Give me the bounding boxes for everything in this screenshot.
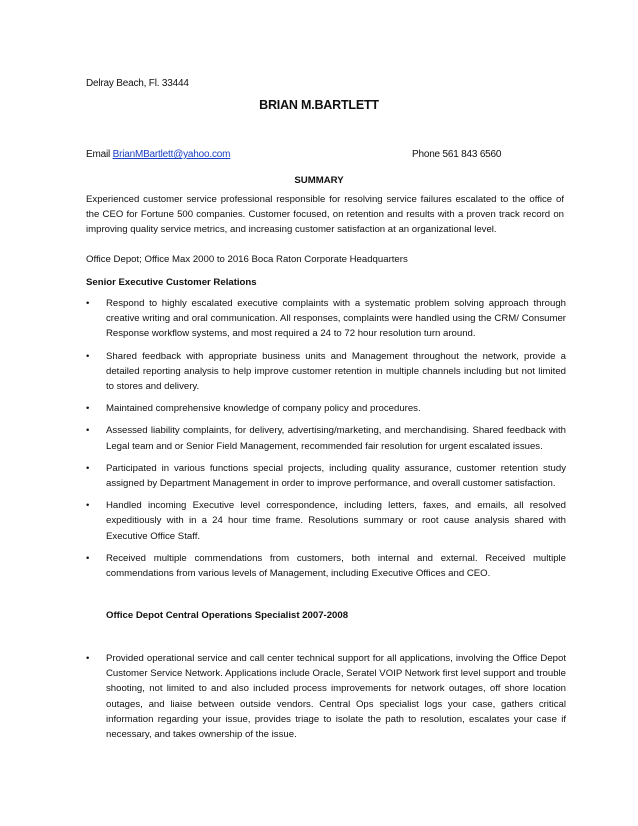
email-label: Email (86, 149, 111, 160)
bullet-icon: • (86, 462, 90, 474)
bullet-icon: • (86, 403, 90, 415)
email-link[interactable]: BrianMBartlett@yahoo.com (112, 149, 231, 160)
role-title-senior-executive: Senior Executive Customer Relations (86, 277, 257, 288)
bullet-text: Respond to highly escalated executive complaints with a systematic problem solving approach through creative writing and oral communication. All responses, complaints were handled using the CRM/ Consumer Response workflow systems, and most required a 24 to 72 hour resolution turn around. (106, 298, 566, 340)
role-title-central-operations: Office Depot Central Operations Specialist 2007-2008 (106, 610, 349, 621)
list-item (86, 651, 566, 742)
list-item (86, 401, 566, 416)
bullet-text: Participated in various functions special projects, including quality assurance, customer retention study assigned by Department Management in order to improve performance, and overall customer satisfaction. (106, 462, 566, 490)
contact-line (86, 149, 566, 160)
summary-paragraph: Experienced customer service professional responsible for resolving service failures escalated to the office of the CEO for Fortune 500 companies. Customer focused, on retention and results with a proven track record on improving quality service metrics, and increasing customer satisfaction at an organizational level. (86, 194, 564, 236)
bullet-icon: • (86, 552, 90, 564)
bullet-text: Shared feedback with appropriate business units and Management throughout the network, provide a detailed reporting analysis to help improve customer retention in multiple channels including but not limited to stores and delivery. (106, 350, 566, 393)
bullet-text: Assessed liability complaints, for delivery, advertising/marketing, and merchandising. Shared feedback with Legal team and or Senior Field Management, recommended fair resolution for urgent escalated issues. (106, 425, 566, 452)
list-item (86, 296, 566, 342)
bullet-text: Received multiple commendations from customers, both internal and external. Received multiple commendations from various levels of Management, including Executive Offices and CEO. (106, 552, 566, 580)
list-item (86, 551, 566, 581)
list-item (86, 423, 566, 453)
list-item (86, 349, 566, 395)
employer-line: Office Depot; Office Max 2000 to 2016 Boca Raton Corporate Headquarters (86, 254, 408, 265)
bullet-icon: • (86, 350, 90, 362)
bullet-text: Provided operational service and call center technical support for all applications, involving the Office Depot Customer Service Network. Applications include Oracle, Seratel VOIP Network first level support and trouble shooting, not limited to and also included process improvements for network outages, off shore location outages, and liaise between outside vendors. Central Ops specialist logs your case, gathers critical information regarding your issue, provides triage to isolate the path to resolution, escalates your case if necessary, and takes ownership of the issue. (106, 653, 566, 741)
list-item (86, 498, 566, 544)
bullet-icon: • (86, 500, 90, 512)
bullet-icon: • (86, 653, 90, 664)
bullet-icon: • (86, 425, 90, 437)
bullet-icon: • (86, 298, 90, 309)
bullet-text: Handled incoming Executive level correspondence, including letters, faxes, and emails, all resolved expeditiously with in a 24 hour time frame. Resolutions summary or root cause analysis shared with Executive Office Staff. (106, 500, 566, 542)
list-item (86, 461, 566, 491)
address-line: Delray Beach, Fl. 33444 (86, 78, 189, 89)
role2-bullet-list (86, 651, 566, 749)
role1-bullet-list (86, 296, 566, 588)
bullet-text: Maintained comprehensive knowledge of company policy and procedures. (106, 403, 421, 415)
phone-number: Phone 561 843 6560 (412, 149, 502, 160)
summary-heading: SUMMARY (294, 175, 344, 186)
candidate-name: BRIAN M.BARTLETT (259, 98, 379, 112)
